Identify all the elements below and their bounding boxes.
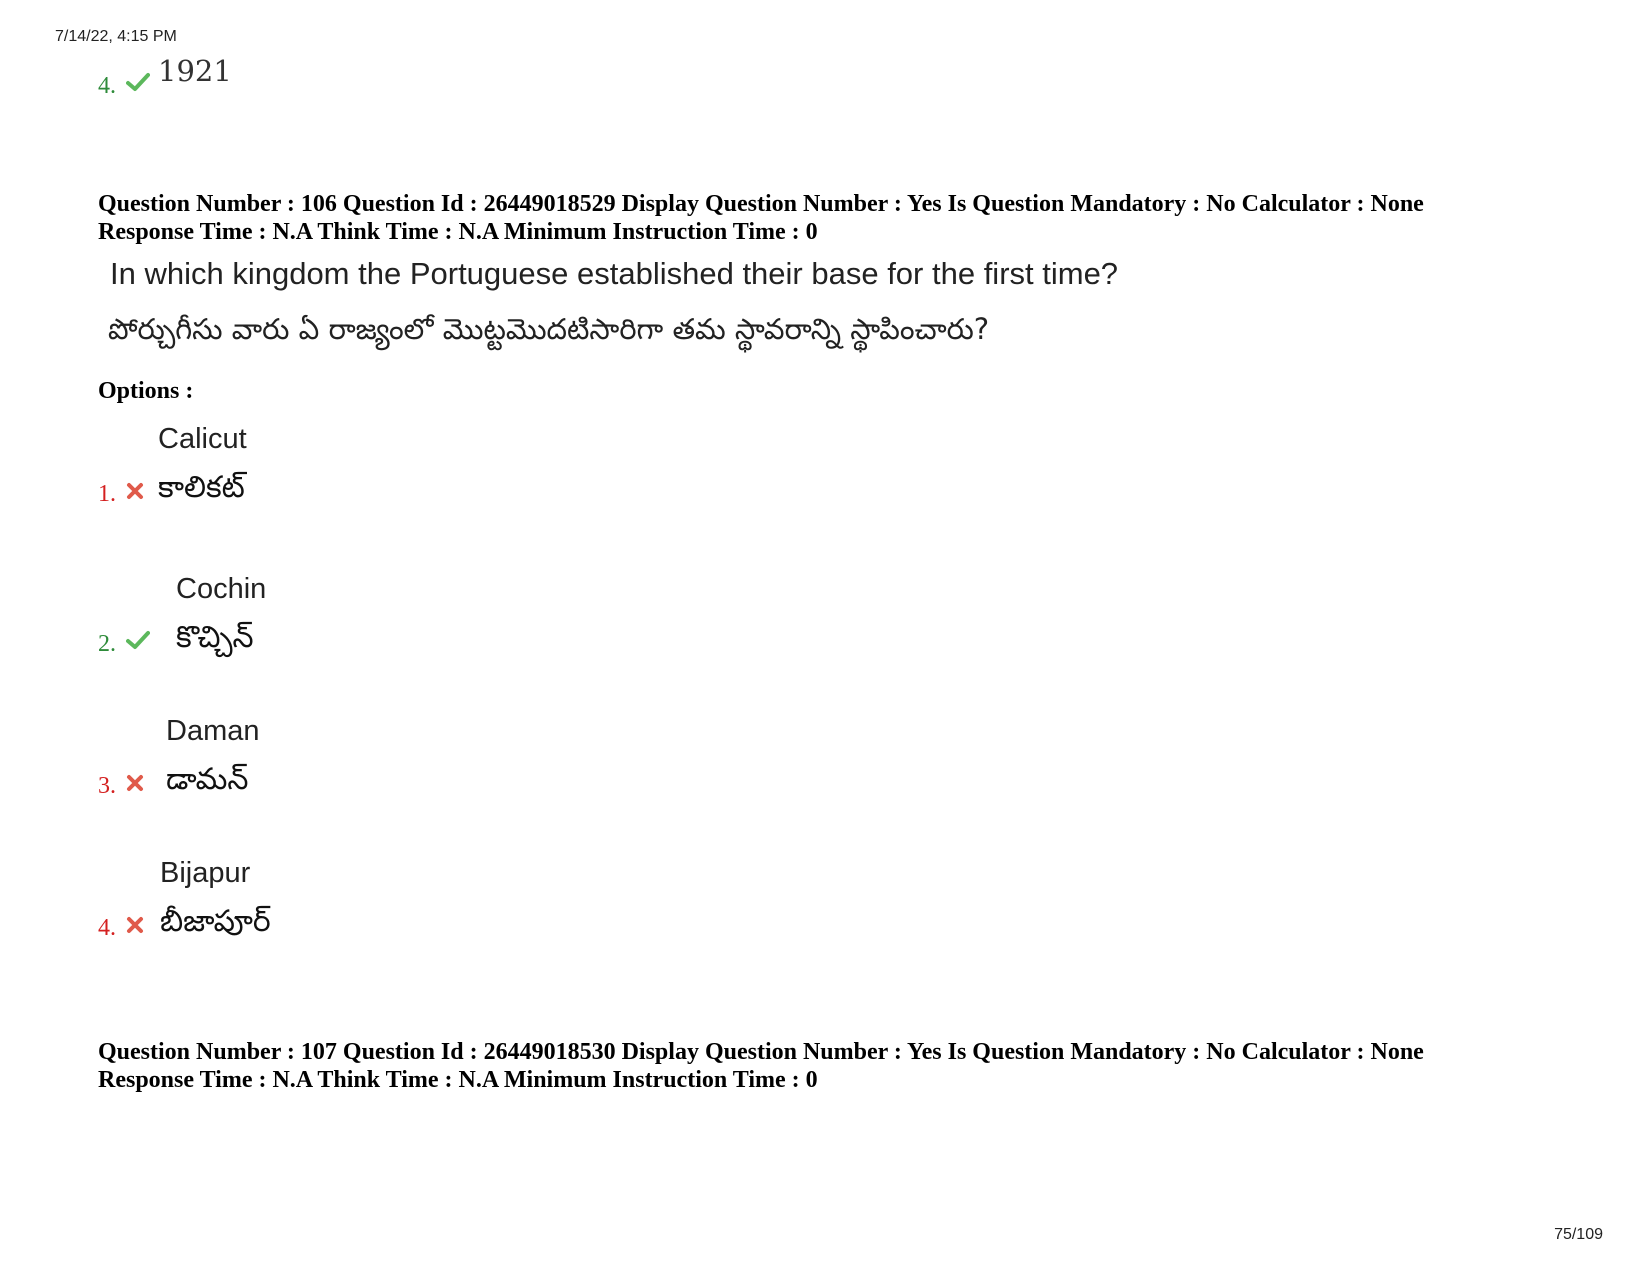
print-timestamp: 7/14/22, 4:15 PM	[55, 28, 177, 45]
option-text-english: Cochin	[176, 573, 267, 605]
option-text-telugu: కాలికట్	[158, 469, 245, 505]
option-text-english: Bijapur	[160, 857, 251, 889]
question-107-meta	[98, 1038, 1598, 1094]
question-text-english: In which kingdom the Portuguese established their base for the first time?	[110, 256, 1119, 291]
cross-icon	[126, 482, 158, 500]
question-106-meta	[98, 190, 1598, 246]
question-meta-line: Response Time : N.A Think Time : N.A Minimum Instruction Time : 0	[98, 219, 818, 245]
cross-icon	[126, 916, 158, 934]
option-number: 4.	[98, 914, 116, 941]
option-text-telugu: బీజాపూర్	[160, 903, 271, 939]
question-meta-line: Question Number : 107 Question Id : 26449018530 Display Question Number : Yes Is Question Mandatory : No Calculator : None	[98, 1039, 1424, 1065]
question-text-telugu: పోర్చుగీసు వారు ఏ రాజ్యంలో మొట్టమొదటిసారిగా తమ స్థావరాన్ని స్థాపించారు?	[108, 312, 990, 346]
cross-icon	[126, 774, 158, 792]
option-text-english: Calicut	[158, 423, 247, 455]
check-icon	[126, 72, 158, 92]
option-3	[98, 716, 260, 798]
question-meta-line: Response Time : N.A Think Time : N.A Minimum Instruction Time : 0	[98, 1067, 818, 1093]
option-2	[98, 574, 266, 656]
option-number: 1.	[98, 480, 116, 507]
option-number: 3.	[98, 772, 116, 799]
check-icon	[126, 630, 158, 650]
question-meta-line: Question Number : 106 Question Id : 26449018529 Display Question Number : Yes Is Question Mandatory : No Calculator : None	[98, 191, 1424, 217]
options-label: Options :	[98, 378, 194, 404]
page-number: 75/109	[1554, 1226, 1603, 1243]
option-4	[98, 858, 271, 940]
previous-answer-option	[98, 54, 232, 99]
option-text: 1921	[158, 54, 232, 88]
option-text-telugu: కొచ్చిన్	[176, 619, 254, 655]
option-text-english: Daman	[166, 715, 260, 747]
option-text-telugu: డామన్	[166, 761, 249, 797]
option-number: 4.	[98, 73, 116, 99]
option-number: 2.	[98, 630, 116, 657]
option-1	[98, 424, 247, 506]
